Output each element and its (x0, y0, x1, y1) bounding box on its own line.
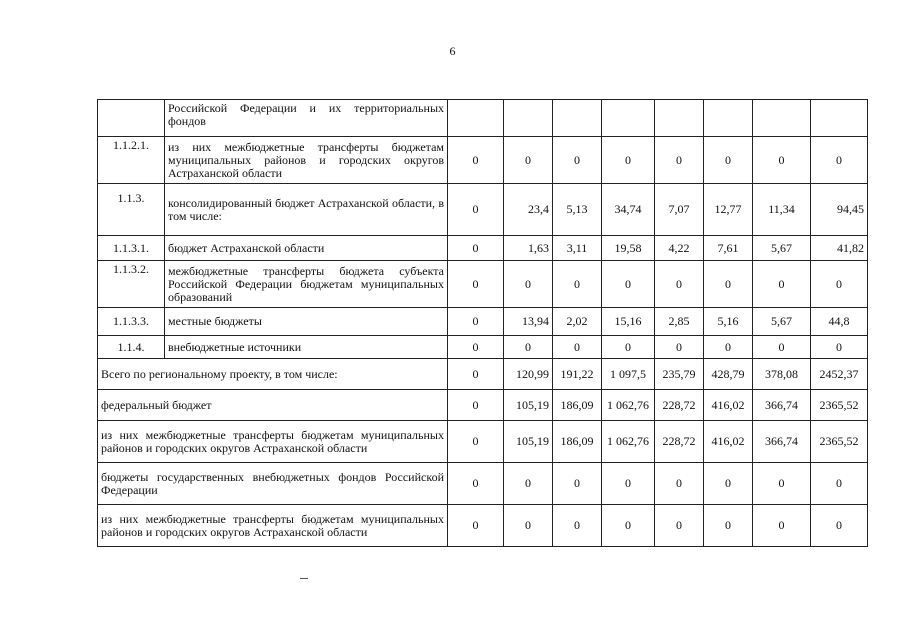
value-cell: 366,74 (753, 421, 811, 463)
row-label: федеральный бюджет (98, 390, 448, 421)
value-cell: 7,61 (704, 236, 753, 261)
value-cell (602, 100, 655, 137)
value-cell: 0 (655, 336, 704, 359)
value-cell: 0 (448, 184, 504, 236)
value-cell: 428,79 (704, 359, 753, 390)
value-cell: 416,02 (704, 390, 753, 421)
value-cell: 0 (602, 137, 655, 184)
value-cell: 5,16 (704, 308, 753, 336)
value-cell: 0 (448, 308, 504, 336)
table-row (98, 463, 868, 505)
row-label: местные бюджеты (165, 308, 448, 336)
value-cell: 2452,37 (811, 359, 868, 390)
value-cell: 366,74 (753, 390, 811, 421)
value-cell: 11,34 (753, 184, 811, 236)
value-cell: 0 (448, 390, 504, 421)
table-row (98, 390, 868, 421)
row-code: 1.1.3.3. (98, 308, 165, 336)
value-cell: 0 (553, 336, 602, 359)
table-row (98, 261, 868, 308)
value-cell: 4,22 (655, 236, 704, 261)
value-cell: 0 (448, 236, 504, 261)
value-cell: 2365,52 (811, 390, 868, 421)
row-label: внебюджетные источники (165, 336, 448, 359)
value-cell: 0 (655, 505, 704, 547)
value-cell: 0 (704, 505, 753, 547)
value-cell: 0 (811, 336, 868, 359)
value-cell (553, 100, 602, 137)
value-cell: 120,99 (504, 359, 553, 390)
value-cell (504, 100, 553, 137)
value-cell: 0 (448, 463, 504, 505)
value-cell: 0 (655, 463, 704, 505)
value-cell: 7,07 (655, 184, 704, 236)
value-cell: 0 (753, 137, 811, 184)
row-code: 1.1.3.2. (98, 261, 165, 308)
row-code (98, 100, 165, 137)
value-cell: 0 (602, 463, 655, 505)
value-cell (655, 100, 704, 137)
table-row (98, 236, 868, 261)
row-code: 1.1.3. (98, 184, 165, 236)
value-cell: 0 (448, 336, 504, 359)
value-cell: 1,63 (504, 236, 553, 261)
value-cell (753, 100, 811, 137)
value-cell: 0 (504, 336, 553, 359)
value-cell: 0 (602, 336, 655, 359)
value-cell: 2,85 (655, 308, 704, 336)
value-cell: 12,77 (704, 184, 753, 236)
value-cell: 0 (753, 261, 811, 308)
value-cell: 0 (704, 463, 753, 505)
value-cell: 0 (811, 505, 868, 547)
value-cell: 0 (553, 505, 602, 547)
value-cell: 5,13 (553, 184, 602, 236)
value-cell: 0 (811, 137, 868, 184)
value-cell: 1 097,5 (602, 359, 655, 390)
value-cell: 378,08 (753, 359, 811, 390)
value-cell: 186,09 (553, 390, 602, 421)
value-cell: 235,79 (655, 359, 704, 390)
row-label: из них межбюджетные трансферты бюджетам муниципальных районов и городских округов Астраханской области (165, 137, 448, 184)
value-cell: 0 (448, 359, 504, 390)
value-cell: 0 (504, 505, 553, 547)
value-cell: 416,02 (704, 421, 753, 463)
value-cell: 0 (504, 463, 553, 505)
value-cell: 0 (704, 137, 753, 184)
value-cell: 0 (448, 505, 504, 547)
table-row (98, 137, 868, 184)
value-cell: 5,67 (753, 236, 811, 261)
value-cell: 0 (655, 261, 704, 308)
table-row (98, 184, 868, 236)
value-cell: 44,8 (811, 308, 868, 336)
value-cell: 105,19 (504, 390, 553, 421)
budget-table (97, 99, 868, 547)
table-row (98, 505, 868, 547)
value-cell: 228,72 (655, 390, 704, 421)
row-label: Всего по региональному проекту, в том числе: (98, 359, 448, 390)
value-cell: 191,22 (553, 359, 602, 390)
value-cell: 0 (704, 261, 753, 308)
table-row (98, 100, 868, 137)
value-cell: 0 (811, 463, 868, 505)
value-cell: 0 (553, 137, 602, 184)
row-label: консолидированный бюджет Астраханской области, в том числе: (165, 184, 448, 236)
row-label: из них межбюджетные трансферты бюджетам муниципальных районов и городских округов Астраханской области (98, 505, 448, 547)
value-cell: 0 (504, 137, 553, 184)
table-row-total (98, 359, 868, 390)
budget-table-body (98, 100, 868, 547)
row-label: межбюджетные трансферты бюджета субъекта Российской Федерации бюджетам муниципальных образований (165, 261, 448, 308)
value-cell: 2365,52 (811, 421, 868, 463)
value-cell: 0 (448, 137, 504, 184)
value-cell: 186,09 (553, 421, 602, 463)
value-cell: 15,16 (602, 308, 655, 336)
value-cell: 0 (602, 261, 655, 308)
table-row (98, 308, 868, 336)
row-code: 1.1.4. (98, 336, 165, 359)
value-cell (448, 100, 504, 137)
value-cell: 5,67 (753, 308, 811, 336)
value-cell: 0 (504, 261, 553, 308)
value-cell: 0 (448, 421, 504, 463)
row-code: 1.1.2.1. (98, 137, 165, 184)
table-row (98, 421, 868, 463)
value-cell: 0 (753, 505, 811, 547)
table-row (98, 336, 868, 359)
page-number: 6 (449, 44, 456, 58)
value-cell: 13,94 (504, 308, 553, 336)
value-cell: 2,02 (553, 308, 602, 336)
value-cell: 0 (704, 336, 753, 359)
row-code: 1.1.3.1. (98, 236, 165, 261)
value-cell: 3,11 (553, 236, 602, 261)
value-cell: 1 062,76 (602, 390, 655, 421)
value-cell: 0 (448, 261, 504, 308)
value-cell: 19,58 (602, 236, 655, 261)
value-cell: 0 (753, 336, 811, 359)
value-cell: 1 062,76 (602, 421, 655, 463)
row-label: бюджет Астраханской области (165, 236, 448, 261)
value-cell (704, 100, 753, 137)
value-cell: 0 (553, 261, 602, 308)
value-cell: 0 (655, 137, 704, 184)
scan-mark (300, 578, 308, 579)
value-cell: 0 (602, 505, 655, 547)
value-cell: 105,19 (504, 421, 553, 463)
value-cell: 23,4 (504, 184, 553, 236)
value-cell: 0 (811, 261, 868, 308)
value-cell: 0 (553, 463, 602, 505)
value-cell: 0 (753, 463, 811, 505)
row-label: бюджеты государственных внебюджетных фондов Российской Федерации (98, 463, 448, 505)
row-label: Российской Федерации и их территориальных фондов (165, 100, 448, 137)
value-cell (811, 100, 868, 137)
value-cell: 228,72 (655, 421, 704, 463)
value-cell: 34,74 (602, 184, 655, 236)
row-label: из них межбюджетные трансферты бюджетам муниципальных районов и городских округов Астраханской области (98, 421, 448, 463)
value-cell: 94,45 (811, 184, 868, 236)
value-cell: 41,82 (811, 236, 868, 261)
